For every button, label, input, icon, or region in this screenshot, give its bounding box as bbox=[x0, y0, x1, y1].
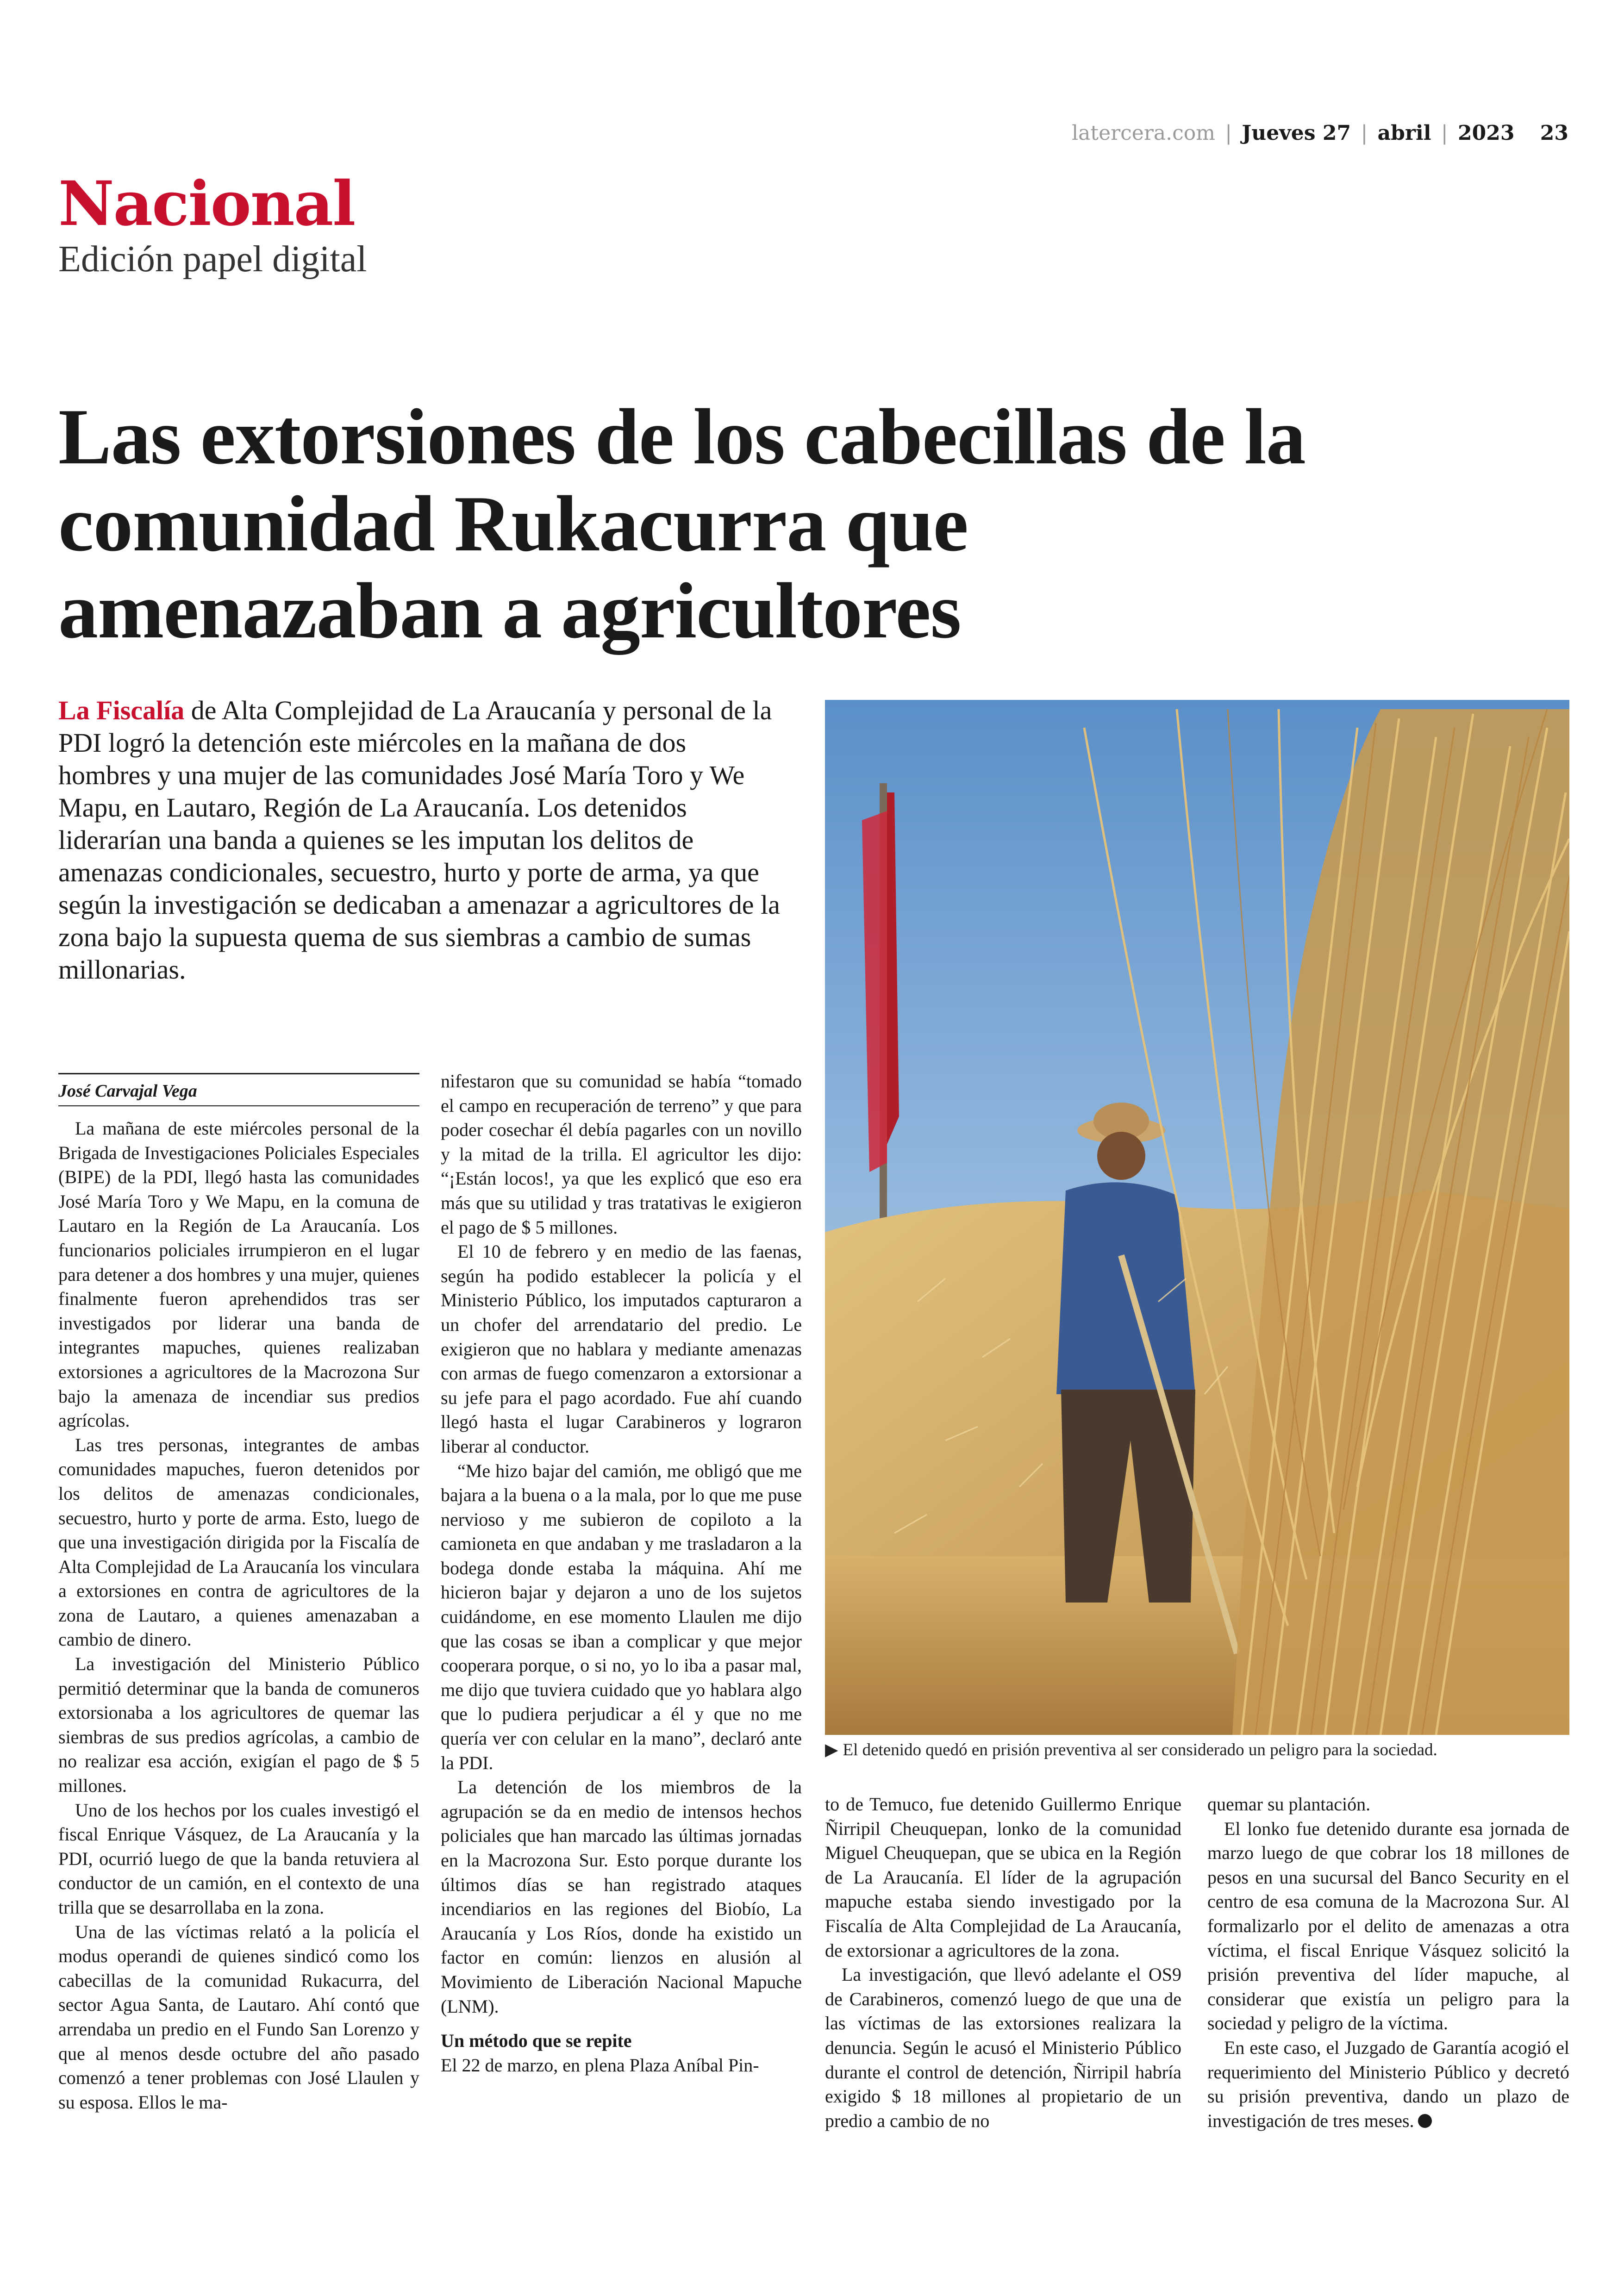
subheading: Un método que se repite bbox=[441, 2030, 632, 2052]
body-column-4 bbox=[1207, 1792, 1569, 2172]
byline: José Carvajal Vega bbox=[58, 1073, 419, 1101]
paragraph: La investigación del Ministerio Público permitió determinar que la banda de comuneros extorsionaba a los agricultores de quemar las siembras de sus predios agrícolas, a cambio de no realizar esa acción, exigían el pago de $ 5 millones. bbox=[58, 1653, 419, 1796]
paragraph: La detención de los miembros de la agrupación se da en medio de intensos hechos policiales que han marcado las últimas jornadas en la Macrozona Sur. Esto porque durante los últimos días se han registrado ataques incendiarios en las regiones del Biobío, La Araucanía y Los Ríos, donde ha existido un factor en común: lienzos en alusión al Movimiento de Liberación Nacional Mapuche (LNM). bbox=[441, 1777, 802, 2017]
body-column-1 bbox=[58, 1116, 419, 2172]
paragraph: El lonko fue detenido durante esa jornada de marzo luego de que cobrar los 18 millones de pesos en una sucursal del Banco Security en el centro de esa comuna de la Macrozona Sur. Al formalizarlo por el delito de amenazas a otra víctima, el fiscal Enrique Vásquez solicitó la prisión preventiva del líder mapuche, al considerar que existía un peligro para la sociedad y peligro de la víctima. bbox=[1207, 1818, 1569, 2034]
body-column-3 bbox=[825, 1792, 1181, 2172]
lede-text: de Alta Complejidad de La Araucanía y personal de la PDI logró la detención este miércoles en la mañana de dos hombres y una mujer de las comunidades José María Toro y We Mapu, en Lautaro, Región de La Araucanía. Los detenidos liderarían una banda a quienes se les imputan los delitos de amenazas condicionales, secuestro, hurto y porte de arma, ya que según la investigación se dedicaban a amenazar a agricultores de la zona bajo la supuesta quema de sus siembras a cambio de sumas millonarias. bbox=[58, 695, 780, 985]
site-name: latercera.com bbox=[1072, 121, 1215, 145]
page-folio bbox=[1072, 121, 1568, 145]
paragraph: nifestaron que su comunidad se había “tomado el campo en recuperación de terreno” y que para poder cosechar él debía pagarles con un novillo y la mitad de la trilla. El agricultor les dijo: “¡Están locos!, ya que les explicó que eso era más que su utilidad y tras tratativas le exigieron el pago de $ 5 millones. bbox=[441, 1071, 802, 1238]
paragraph bbox=[1207, 2036, 1569, 2133]
photo-wheat-harvest bbox=[825, 700, 1569, 1735]
paragraph: El 22 de marzo, en plena Plaza Aníbal Pin- bbox=[441, 2054, 759, 2076]
headline: Las extorsiones de los cabecillas de la comunidad Rukacurra que amenazaban a agricultores bbox=[58, 393, 1305, 655]
caption-triangle-icon: ▶ bbox=[825, 1740, 838, 1759]
body-column-2 bbox=[441, 1069, 802, 2171]
lede-kicker: La Fiscalía bbox=[58, 695, 185, 725]
closing-paragraph-text: En este caso, el Juzgado de Garantía acogió el requerimiento del Ministerio Público y decretó su prisión preventiva, dando un plazo de investigación de tres meses. bbox=[1207, 2037, 1569, 2131]
edition-label: Edición papel digital bbox=[58, 239, 367, 280]
folio-separator: | bbox=[1225, 121, 1232, 145]
lede bbox=[58, 694, 781, 986]
caption-text: El detenido quedó en prisión preventiva al ser considerado un peligro para la sociedad. bbox=[843, 1740, 1437, 1759]
folio-day: Jueves 27 bbox=[1242, 121, 1351, 145]
folio-year: 2023 bbox=[1457, 121, 1515, 145]
paragraph: “Me hizo bajar del camión, me obligó que me bajara a la buena o a la mala, por lo que me puse nervioso y me subieron de copiloto a la camioneta en que andaban y me trasladaron a la bodega donde estaba la máquina. Ahí me hicieron bajar y dejaron a uno de los sujetos cuidándome, en ese momento Llaulen me dijo que las cosas se iban a complicar y que mejor cooperara porque, o si no, yo lo iba a pasar mal, me dijo que tuviera cuidado que yo hablara algo que lo pudiera perjudicar a él y que no me quería ver con celular en la mano”, declaró ante la PDI. bbox=[441, 1460, 802, 1773]
paragraph: La investigación, que llevó adelante el OS9 de Carabineros, comenzó luego de que una de las víctimas de las extorsiones realizara la denuncia. Según le acusó el Ministerio Público durante el control de detención, Ñirripil habría exigido $ 18 millones al propietario de un predio a cambio de no bbox=[825, 1964, 1181, 2131]
folio-month: abril bbox=[1377, 121, 1431, 145]
page-number: 23 bbox=[1540, 121, 1568, 145]
paragraph: quemar su plantación. bbox=[1207, 1794, 1371, 1815]
paragraph: El 10 de febrero y en medio de las faenas, según ha podido establecer la policía y el Ministerio Público, los imputados capturaron a un chofer del arrendatario del predio. Le exigieron que no hablara y mediante amenazas con armas de fuego comenzaron a extorsionar a su jefe para el pago acordado. Fue ahí cuando llegó hasta el lugar Carabineros y lograron liberar al conductor. bbox=[441, 1241, 802, 1457]
photo-caption bbox=[825, 1740, 1569, 1761]
article-photo bbox=[825, 700, 1569, 1735]
section-name: Nacional bbox=[58, 168, 355, 240]
paragraph: Una de las víctimas relató a la policía el modus operandi de quienes sindicó como los cabecillas de la comunidad Rukacurra, del sector Agua Santa, de Lautaro. Ahí contó que arrendaba un predio en el Fundo San Lorenzo y que al menos desde octubre del año pasado comenzó a tener problemas con José Llaulen y su esposa. Ellos le ma- bbox=[58, 1921, 419, 2113]
paragraph: La mañana de este miércoles personal de la Brigada de Investigaciones Policiales Especiales (BIPE) de la PDI, llegó hasta las comunidades José María Toro y We Mapu, en la comuna de Lautaro en la Región de La Araucanía. Los funcionarios policiales irrumpieron en el lugar para detener a dos hombres y una mujer, quienes finalmente fueron aprehendidos tras ser investigados por liderar una banda de integrantes mapuches, quienes realizaban extorsiones a agricultores de la Macrozona Sur bajo la amenaza de incendiar sus predios agrícolas. bbox=[58, 1118, 419, 1431]
paragraph: to de Temuco, fue detenido Guillermo Enrique Ñirripil Cheuquepan, lonko de la comunidad Miguel Cheuquepan, que se ubica en la Región de La Araucanía. El líder de la agrupación mapuche estaba siendo investigado por la Fiscalía de Alta Complejidad de La Araucanía, de extorsionar a agricultores de la zona. bbox=[825, 1794, 1181, 1961]
paragraph: Las tres personas, integrantes de ambas comunidades mapuches, fueron detenidos por los delitos de amenazas condicionales, secuestro, hurto y porte de arma. Esto, luego de que una investigación dirigida por la Fiscalía de Alta Complejidad de La Araucanía los vinculara a extorsiones en contra de agricultores de la zona de Lautaro, a quienes amenazaban a cambio de dinero. bbox=[58, 1434, 419, 1650]
byline-divider bbox=[58, 1105, 419, 1106]
end-mark-icon bbox=[1418, 2114, 1432, 2128]
folio-separator: | bbox=[1361, 121, 1368, 145]
paragraph: Uno de los hechos por los cuales investigó el fiscal Enrique Vásquez, de La Araucanía y la PDI, ocurrió luego de que la banda retuviera al conductor de un camión, en el contexto de una trilla que se desarrollaba en la zona. bbox=[58, 1799, 419, 1918]
folio-separator: | bbox=[1441, 121, 1448, 145]
